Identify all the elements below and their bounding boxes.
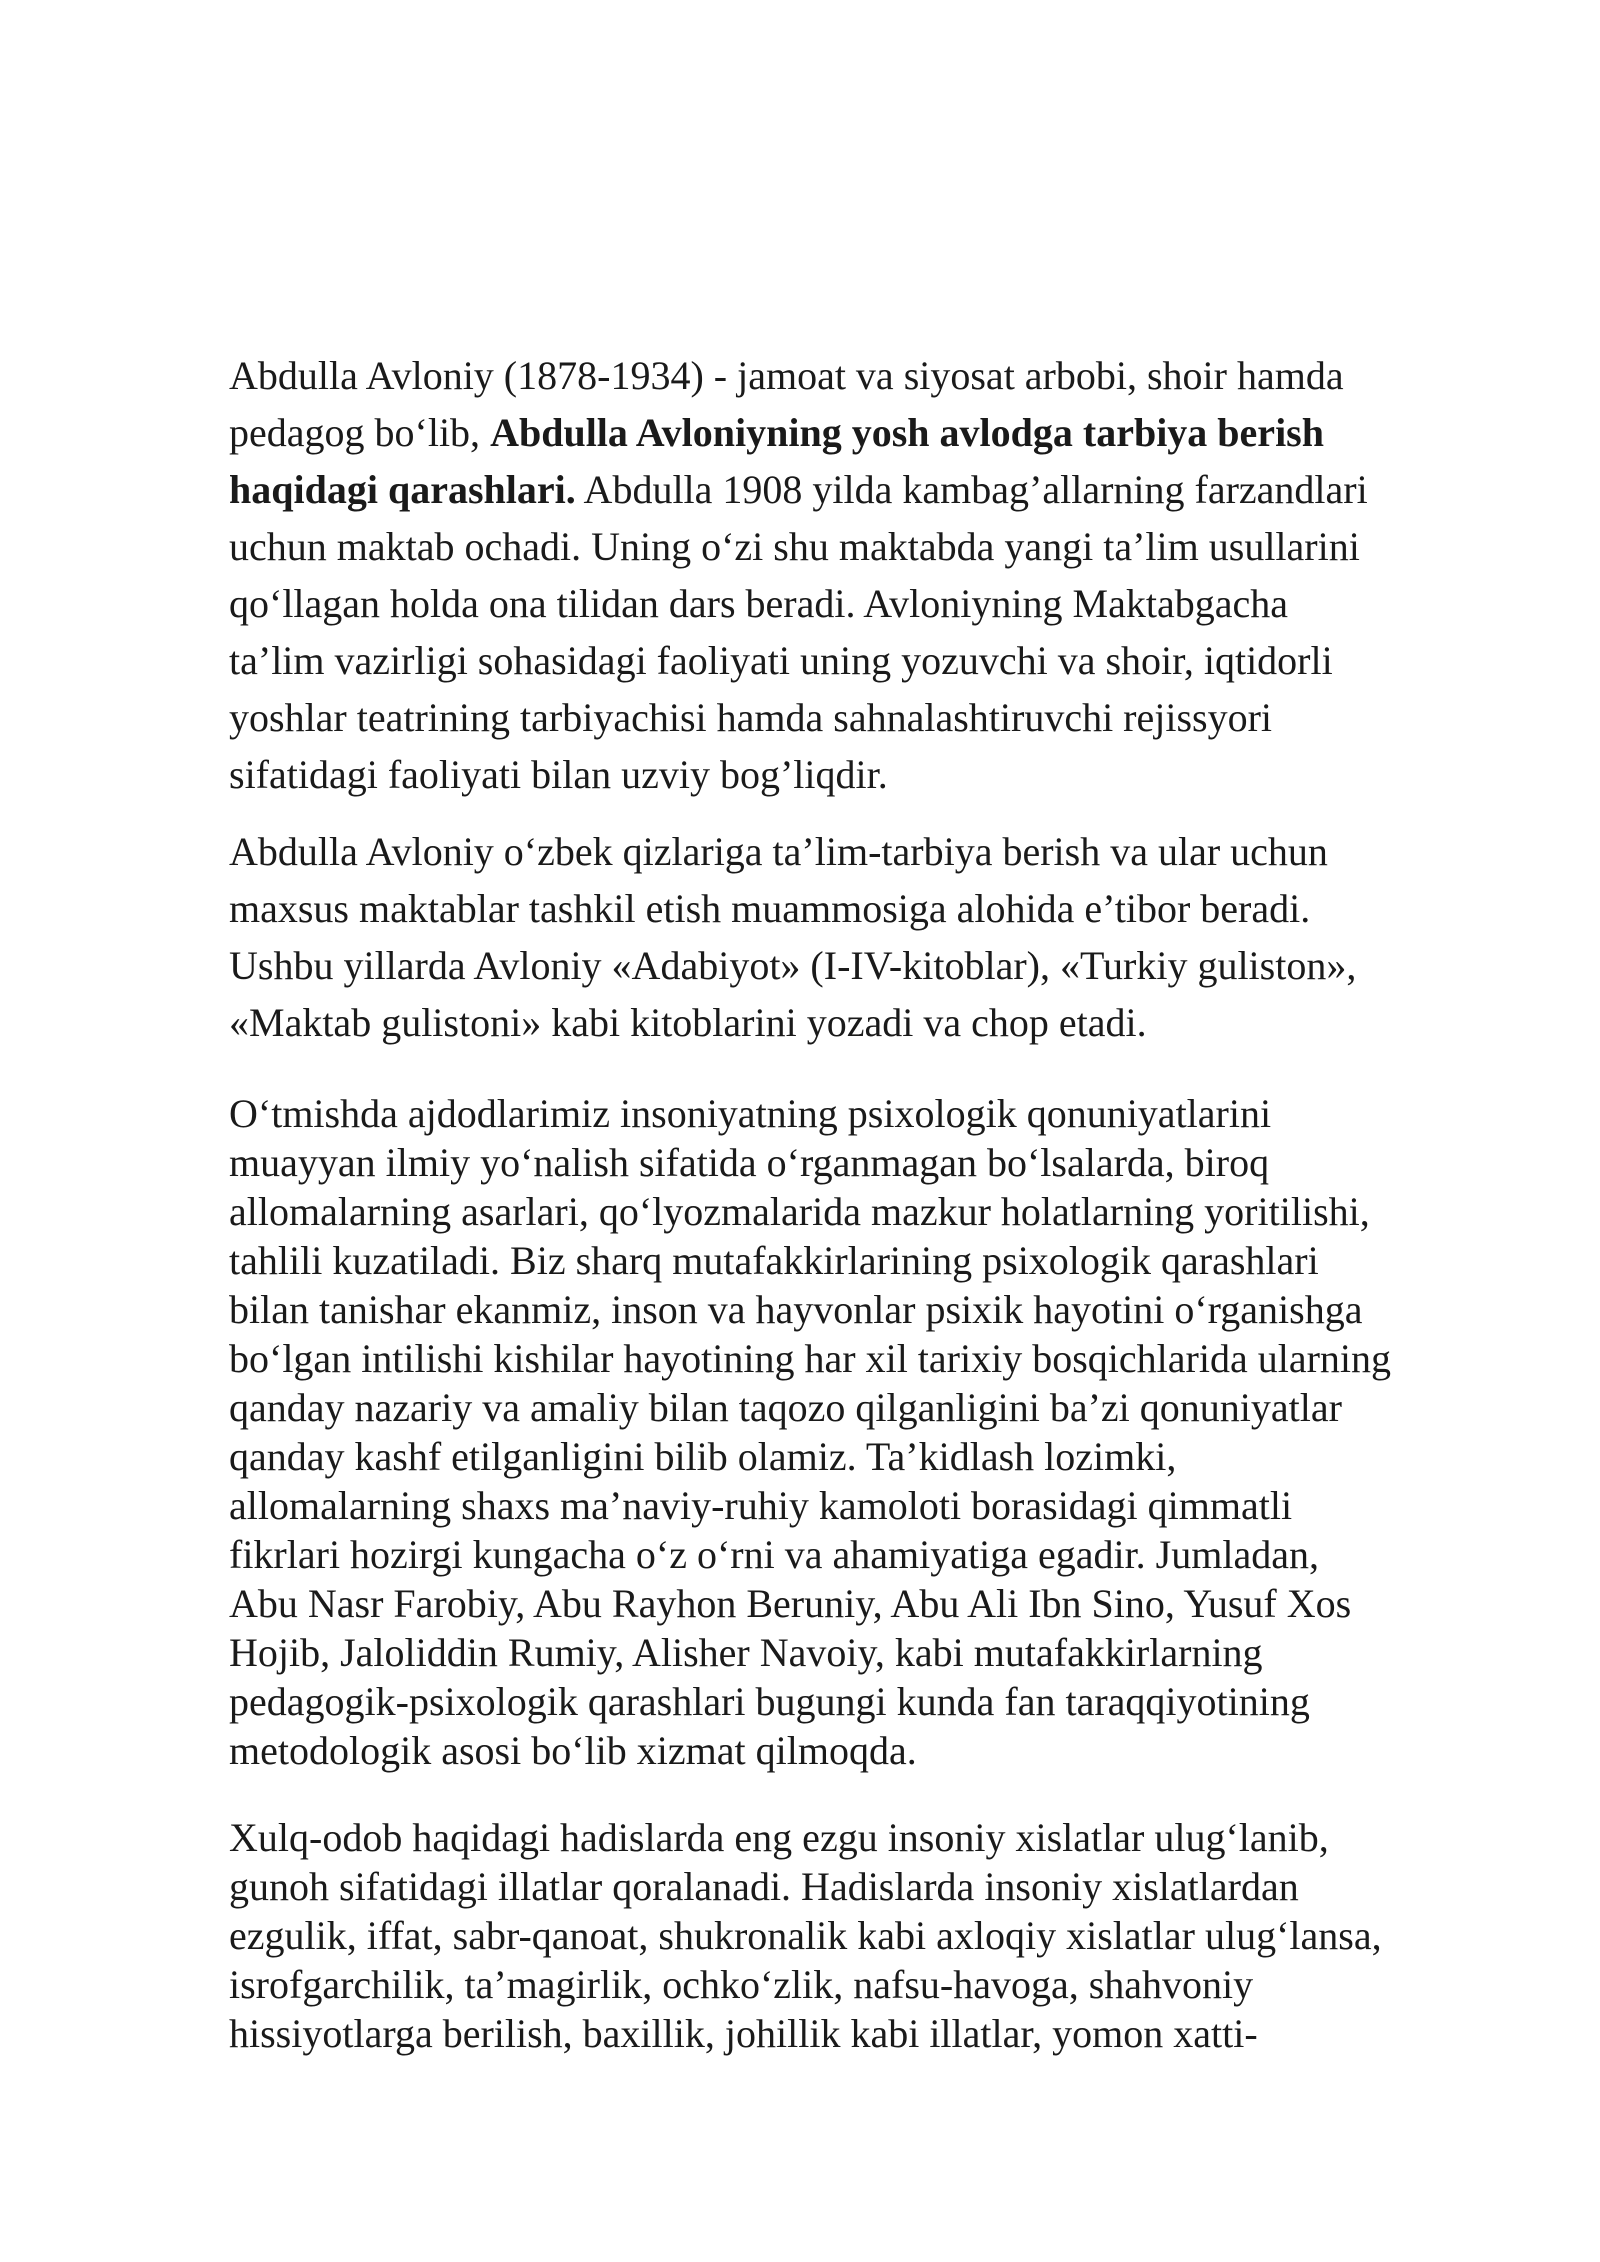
paragraph-eastern-thinkers: O‘tmishda ajdodlarimiz insoniyatning psixologik qonuniyatlarini muayyan ilmiy yo‘nalish sifatida o‘rganmagan bo‘lsalarda, biroq allomalarning asarlari, qo‘lyozmalarida mazkur holatlarning yoritilishi, tahlili kuzatiladi. Biz sharq mutafakkirlarining psixologik qarashlari bilan tanishar ekanmiz, inson va hayvonlar psixik hayotini o‘rganishga bo‘lgan intilishi kishilar hayotining har xil tarixiy bosqichlarida ularning qanday nazariy va amaliy bilan taqozo qilganligini ba’zi qonuniyatlar qanday kashf etilganligini bilib olamiz. Ta’kidlash lozimki, allomalarning shaxs ma’naviy-ruhiy kamoloti borasidagi qimmatli fikrlari hozirgi kungacha o‘z o‘rni va ahamiyatiga egadir. Jumladan, Abu Nasr Farobiy, Abu Rayhon Beruniy, Abu Ali Ibn Sino, Yusuf Xos Hojib, Jaloliddin Rumiy, Alisher Navoiy, kabi mutafakkirlarning pedagogik-psixologik qarashlari bugungi kunda fan taraqqiyotining metodologik asosi bo‘lib xizmat qilmoqda.: [229, 1091, 1392, 1773]
paragraph-text: Abdulla Avloniy (1878-1934) - jamoat va siyosat arbobi, shoir hamda pedagog bo‘lib,: [229, 353, 1344, 455]
paragraph-text: Abdulla 1908 yilda kambag’allarning farzandlari uchun maktab ochadi. Uning o‘zi shu maktabda yangi ta’lim usullarini qo‘llagan holda ona tilidan dars beradi. Avloniyning Maktabgacha ta’lim vazirligi sohasidagi faoliyati uning yozuvchi va shoir, iqtidorli yoshlar teatrining tarbiyachisi hamda sahnalashtiruvchi rejissyori sifatidagi faoliyati bilan uzviy bog’liqdir.: [229, 467, 1368, 797]
paragraph-girls-education: Abdulla Avloniy o‘zbek qizlariga ta’lim-tarbiya berish va ular uchun maxsus maktablar tashkil etish muammosiga alohida e’tibor beradi. Ushbu yillarda Avloniy «Adabiyot» (I-IV-kitoblar), «Turkiy guliston», «Maktab gulistoni» kabi kitoblarini yozadi va chop etadi.: [229, 829, 1357, 1045]
bold-heading-text: Abdulla Avloniyning yosh avlodga tarbiya berish haqidagi qarashlari.: [229, 410, 1324, 512]
paragraph-hadith-ethics: Xulq-odob haqidagi hadislarda eng ezgu insoniy xislatlar ulug‘lanib, gunoh sifatidagi illatlar qoralanadi. Hadislarda insoniy xislatlardan ezgulik, iffat, sabr-qanoat, shukronalik kabi axloqiy xislatlar ulug‘lansa, isrofgarchilik, ta’magirlik, ochko‘zlik, nafsu-havoga, shahvoniy hissiyotlarga berilish, baxillik, johillik kabi illatlar, yomon xatti-: [229, 1815, 1382, 2056]
document-body: [229, 347, 1509, 2058]
paragraph-avloniy-intro: [229, 347, 1509, 803]
